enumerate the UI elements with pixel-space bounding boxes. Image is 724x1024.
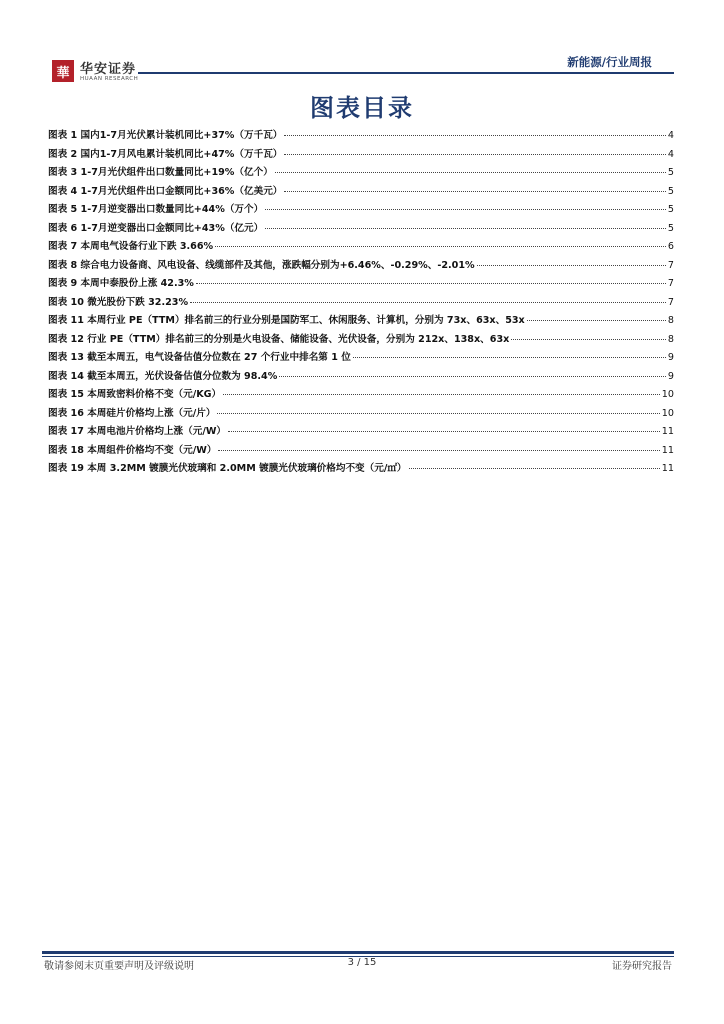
toc-entry-text: 图表 8 综合电力设备商、风电设备、线缆部件及其他，涨跌幅分别为+6.46%、-0.29%、-2.01% xyxy=(48,259,475,271)
toc-entry[interactable] xyxy=(48,220,674,239)
toc-entry-page: 5 xyxy=(667,204,674,215)
toc-leader xyxy=(196,283,666,284)
toc-entry-page: 11 xyxy=(661,444,674,456)
toc-leader xyxy=(279,376,666,377)
toc-leader xyxy=(228,431,660,432)
toc-leader xyxy=(353,357,666,358)
toc-entry-page: 6 xyxy=(667,241,674,252)
toc-entry-text: 图表 4 1-7月光伏组件出口金额同比+36%（亿美元） xyxy=(48,185,283,197)
toc-entry[interactable] xyxy=(48,312,674,331)
disclaimer-note: 敬请参阅末页重要声明及评级说明 xyxy=(44,961,194,972)
toc-entry[interactable] xyxy=(48,331,674,350)
toc-entry-page: 8 xyxy=(667,333,674,345)
toc-entry-page: 10 xyxy=(661,407,674,419)
toc-entry-text: 图表 12 行业 PE（TTM）排名前三的分别是火电设备、储能设备、光伏设备，分别为 212x、138x、63x xyxy=(48,333,510,345)
report-type: 证券研究报告 xyxy=(612,961,672,972)
toc-leader xyxy=(223,394,660,395)
company-logo-icon: 華 xyxy=(52,60,74,82)
toc-entry[interactable] xyxy=(48,127,674,146)
toc-leader xyxy=(218,450,659,451)
toc-leader xyxy=(511,339,666,340)
toc-leader xyxy=(527,320,666,321)
toc-entry-text: 图表 10 微光股份下跌 32.23% xyxy=(48,296,189,308)
toc-leader xyxy=(284,135,666,136)
toc-entry[interactable] xyxy=(48,386,674,405)
toc-entry-text: 图表 19 本周 3.2MM 镀膜光伏玻璃和 2.0MM 镀膜光伏玻璃价格均不变（元/㎡） xyxy=(48,463,407,474)
toc-title: 图表目录 xyxy=(310,93,414,122)
toc-entry[interactable] xyxy=(48,349,674,368)
header-divider xyxy=(138,72,674,74)
company-name: 华安证券 xyxy=(80,62,137,77)
toc-leader xyxy=(217,413,659,414)
toc-leader xyxy=(409,468,660,469)
toc-entry-page: 10 xyxy=(661,389,674,400)
toc-entry[interactable] xyxy=(48,368,674,387)
toc-leader xyxy=(190,302,666,303)
toc-entry[interactable] xyxy=(48,442,674,461)
toc-entry-page: 7 xyxy=(667,278,674,289)
toc-entry-page: 7 xyxy=(667,259,674,271)
toc-entry-text: 图表 1 国内1-7月光伏累计装机同比+37%（万千瓦） xyxy=(48,130,283,141)
toc-entry-page: 9 xyxy=(667,352,674,363)
toc-entry-page: 4 xyxy=(667,148,674,160)
toc-leader xyxy=(284,154,666,155)
toc-entry-page: 5 xyxy=(667,185,674,197)
toc-leader xyxy=(477,265,666,266)
toc-entry-text: 图表 9 本周中泰股份上涨 42.3% xyxy=(48,278,194,289)
toc-entry-page: 5 xyxy=(667,222,674,234)
toc-entry[interactable] xyxy=(48,294,674,313)
toc-entry-text: 图表 6 1-7月逆变器出口金额同比+43%（亿元） xyxy=(48,222,264,234)
toc-entry-page: 4 xyxy=(667,130,674,141)
toc-leader xyxy=(275,172,666,173)
toc-entry[interactable] xyxy=(48,257,674,276)
toc-leader xyxy=(265,228,666,229)
toc-entry-text: 图表 13 截至本周五，电气设备估值分位数在 27 个行业中排名第 1 位 xyxy=(48,352,351,363)
page-number: 3 / 15 xyxy=(347,957,377,968)
toc-entry-text: 图表 14 截至本周五，光伏设备估值分位数为 98.4% xyxy=(48,370,278,382)
toc-entry[interactable] xyxy=(48,164,674,183)
toc-entry[interactable] xyxy=(48,146,674,165)
toc-entry-text: 图表 17 本周电池片价格均上涨（元/W） xyxy=(48,426,227,437)
toc-entry-text: 图表 18 本周组件价格均不变（元/W） xyxy=(48,444,217,456)
toc-entry[interactable] xyxy=(48,275,674,294)
toc-entry[interactable] xyxy=(48,201,674,220)
report-category: 新能源/行业周报 xyxy=(567,55,652,69)
toc-entry[interactable] xyxy=(48,183,674,202)
table-of-figures xyxy=(48,127,674,479)
toc-entry-text: 图表 11 本周行业 PE（TTM）排名前三的行业分别是国防军工、休闲服务、计算机，分别为 73x、63x、53x xyxy=(48,315,525,326)
toc-entry-page: 9 xyxy=(667,370,674,382)
toc-entry[interactable] xyxy=(48,405,674,424)
footer-divider xyxy=(42,951,674,954)
company-name-en: HUAAN RESEARCH xyxy=(80,76,139,82)
toc-entry[interactable] xyxy=(48,238,674,257)
toc-entry-page: 11 xyxy=(661,426,674,437)
toc-entry-text: 图表 15 本周致密料价格不变（元/KG） xyxy=(48,389,222,400)
toc-leader xyxy=(265,209,666,210)
toc-entry-text: 图表 7 本周电气设备行业下跌 3.66% xyxy=(48,241,214,252)
toc-entry-page: 7 xyxy=(667,296,674,308)
toc-entry-page: 11 xyxy=(661,463,674,474)
toc-entry-text: 图表 5 1-7月逆变器出口数量同比+44%（万个） xyxy=(48,204,264,215)
toc-entry-page: 5 xyxy=(667,167,674,178)
toc-entry[interactable] xyxy=(48,423,674,442)
toc-entry-text: 图表 16 本周硅片价格均上涨（元/片） xyxy=(48,407,216,419)
toc-entry[interactable] xyxy=(48,460,674,479)
toc-leader xyxy=(284,191,666,192)
toc-entry-text: 图表 3 1-7月光伏组件出口数量同比+19%（亿个） xyxy=(48,167,273,178)
toc-entry-page: 8 xyxy=(667,315,674,326)
toc-entry-text: 图表 2 国内1-7月风电累计装机同比+47%（万千瓦） xyxy=(48,148,283,160)
page-header xyxy=(48,52,674,84)
toc-leader xyxy=(215,246,666,247)
